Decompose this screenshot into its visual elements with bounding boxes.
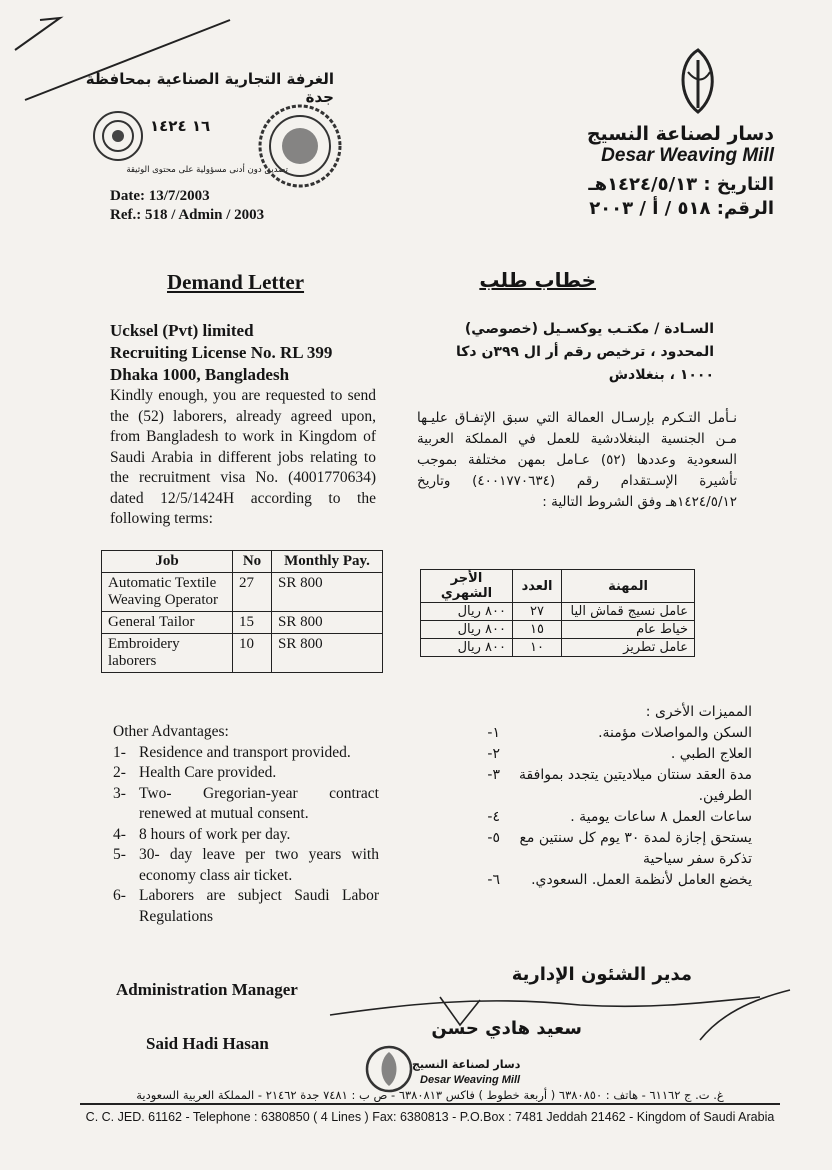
list-item bbox=[452, 828, 752, 870]
table-row bbox=[421, 603, 695, 621]
table-row bbox=[102, 573, 383, 612]
advantages-title: Other Advantages: bbox=[113, 723, 229, 740]
item-text: يستحق إجازة لمدة ٣٠ يوم كل سنتين مع تذكرة سفر سياحية bbox=[519, 830, 752, 867]
jobs-table-ar bbox=[420, 569, 695, 657]
footer-en: C. C. JED. 61162 - Telephone : 6380850 ( 4 Lines ) Fax: 6380813 - P.O.Box : 7481 Jeddah 21462 - Kingdom of Saudi Arabia bbox=[85, 1110, 775, 1124]
cell-job: Embroidery laborers bbox=[102, 634, 233, 673]
table-row bbox=[421, 621, 695, 639]
cell-pay: ٨٠٠ ريال bbox=[421, 621, 513, 639]
cell-no: ١٥ bbox=[513, 621, 562, 639]
body-text-en: Kindly enough, you are requested to send the (52) laborers, already agreed upon, from Bangladesh to work in Kingdom of Saudi Arabia in different jobs relating to the recruitment visa No. (4001770634) dated 12/5/1424H according to the following terms: bbox=[110, 387, 376, 527]
list-item bbox=[452, 765, 752, 807]
cell-pay: SR 800 bbox=[272, 573, 383, 612]
addressee-line: Dhaka 1000, Bangladesh bbox=[110, 365, 290, 384]
item-text: السكن والمواصلات مؤمنة. bbox=[598, 725, 752, 741]
company-name-en: Desar Weaving Mill bbox=[601, 145, 774, 166]
advantages-en bbox=[113, 722, 379, 927]
item-number: 5- bbox=[113, 846, 126, 863]
cell-job: Automatic Textile Weaving Operator bbox=[102, 573, 233, 612]
date-en: Date: 13/7/2003 bbox=[110, 188, 210, 204]
cell-pay: SR 800 bbox=[272, 612, 383, 634]
cell-job: خياط عام bbox=[562, 621, 695, 639]
addressee-line: المحدود ، ترخيص رقم أر ال ٣٩٩ن دكا bbox=[456, 344, 714, 360]
item-number: ٢- bbox=[487, 746, 500, 762]
signatory-name-ar: سعيد هادي حسن bbox=[431, 1018, 582, 1039]
stamp-number: ١٦ ١٤٢٤ bbox=[150, 117, 211, 135]
signatory-title-ar: مدير الشئون الإدارية bbox=[511, 964, 692, 985]
stamp-company-en: Desar Weaving Mill bbox=[420, 1074, 521, 1086]
list-item bbox=[113, 784, 379, 825]
cell-pay: ٨٠٠ ريال bbox=[421, 639, 513, 657]
header-pay: الأجر الشهري bbox=[421, 570, 513, 603]
addressee-line: Ucksel (Pvt) limited bbox=[110, 321, 254, 340]
header-pay: Monthly Pay. bbox=[272, 551, 383, 573]
table-header-row bbox=[102, 551, 383, 573]
item-text: Health Care provided. bbox=[139, 764, 277, 781]
company-logo-icon bbox=[668, 42, 728, 118]
list-item bbox=[113, 845, 379, 886]
addressee-line: Recruiting License No. RL 399 bbox=[110, 343, 333, 362]
advantages-ar bbox=[452, 702, 752, 891]
addressee-line: ١٠٠٠ ، بنغلادش bbox=[608, 367, 714, 383]
cell-no: 10 bbox=[233, 634, 272, 673]
item-text: 30- day leave per two years with economy class air ticket. bbox=[139, 846, 379, 884]
reference-ar: الرقم: ٥١٨ / أ / ٢٠٠٣ bbox=[589, 198, 774, 219]
date-ar: التاريخ : ١٤٢٤/٥/١٣هـ bbox=[588, 174, 774, 195]
chamber-stamp-label: الغرفة التجارية الصناعية بمحافظة جدة bbox=[85, 70, 334, 106]
list-item bbox=[113, 825, 379, 846]
title-en: Demand Letter bbox=[167, 270, 305, 294]
item-number: ٤- bbox=[487, 809, 500, 825]
cell-no: ١٠ bbox=[513, 639, 562, 657]
list-item bbox=[452, 807, 752, 828]
stamp-company-ar: دسار لصناعة النسيج bbox=[412, 1058, 521, 1071]
addressee-line: السـادة / مكتـب يوكسـيل (خصوصي) bbox=[464, 321, 714, 337]
table-header-row bbox=[421, 570, 695, 603]
jobs-table-en bbox=[101, 550, 383, 673]
item-text: 8 hours of work per day. bbox=[139, 825, 291, 843]
header-job: المهنة bbox=[562, 570, 695, 603]
item-text: يخضع العامل لأنظمة العمل. السعودي. bbox=[531, 872, 752, 888]
cell-no: 15 bbox=[233, 612, 272, 634]
footer-divider bbox=[80, 1103, 780, 1105]
header-no: No bbox=[233, 551, 272, 573]
item-number: 3- bbox=[113, 784, 126, 802]
cell-no: ٢٧ bbox=[513, 603, 562, 621]
item-number: ٣- bbox=[487, 767, 500, 783]
cell-no: 27 bbox=[233, 573, 272, 612]
list-item bbox=[452, 870, 752, 891]
signatory-title-en: Administration Manager bbox=[116, 980, 298, 999]
cell-pay: ٨٠٠ ريال bbox=[421, 603, 513, 621]
item-text: Two- Gregorian-year contract renewed at mutual consent. bbox=[139, 784, 379, 822]
cell-pay: SR 800 bbox=[272, 634, 383, 673]
list-item bbox=[452, 744, 752, 765]
item-number: 2- bbox=[113, 764, 126, 781]
list-item bbox=[113, 763, 379, 784]
footer-ar: غ. ت. ج ٦١١٦٢ - هاتف : ٦٣٨٠٨٥٠ ( أربعة خطوط ) فاكس ٦٣٨٠٨١٣ - ص ب : ٧٤٨١ جدة ٢١٤٦٢ - المملكة العربية السعودية bbox=[136, 1088, 724, 1102]
item-number: ٦- bbox=[487, 872, 500, 888]
item-text: ساعات العمل ٨ ساعات يومية . bbox=[570, 809, 752, 825]
item-number: 4- bbox=[113, 825, 126, 843]
cell-job: عامل نسيج قماش اليا bbox=[562, 603, 695, 621]
list-item bbox=[452, 723, 752, 744]
official-stamp-icon bbox=[250, 100, 350, 192]
company-name-ar: دسار لصناعة النسيج bbox=[586, 123, 774, 145]
signatory-name-en: Said Hadi Hasan bbox=[146, 1034, 269, 1053]
header-job: Job bbox=[102, 551, 233, 573]
chamber-seal-icon bbox=[86, 108, 150, 164]
body-text-ar: نـأمل التـكرم بإرسـال العمالة التي سبق الإتفـاق عليـها مـن الجنسية البنغلادشية للعمل في المملكة العربية السعودية وعددها (٥٢) عـامل بمهن مختلفة بموجب تأشيرة الإسـتقدام رقم (٤٠٠١٧٧٠٦٣٤) وتاريخ ١٤٢٤/٥/١٢هـ وفق الشروط التالية : bbox=[417, 410, 737, 510]
table-row bbox=[421, 639, 695, 657]
item-text: Residence and transport provided. bbox=[139, 743, 351, 761]
advantages-title: المميزات الأخرى : bbox=[645, 704, 752, 720]
header-no: العدد bbox=[513, 570, 562, 603]
item-text: العلاج الطبي . bbox=[670, 746, 752, 762]
cell-job: عامل تطريز bbox=[562, 639, 695, 657]
item-number: ١- bbox=[487, 725, 500, 741]
item-text: مدة العقد سنتان ميلاديتين يتجدد بموافقة الطرفين. bbox=[519, 767, 752, 804]
item-number: ٥- bbox=[487, 830, 500, 846]
table-row bbox=[102, 612, 383, 634]
table-row bbox=[102, 634, 383, 673]
reference-en: Ref.: 518 / Admin / 2003 bbox=[110, 207, 265, 223]
item-number: 6- bbox=[113, 887, 126, 904]
list-item bbox=[113, 743, 379, 764]
item-number: 1- bbox=[113, 743, 126, 761]
item-text: Laborers are subject Saudi Labor Regulations bbox=[139, 887, 379, 925]
title-ar: خطاب طلب bbox=[479, 268, 596, 292]
addressee-en bbox=[110, 320, 332, 386]
stamp-note: تصديق دون أدنى مسؤولية على محتوى الوثيقة bbox=[126, 165, 288, 175]
addressee-ar bbox=[414, 318, 714, 387]
cell-job: General Tailor bbox=[102, 612, 233, 634]
list-item bbox=[113, 886, 379, 927]
